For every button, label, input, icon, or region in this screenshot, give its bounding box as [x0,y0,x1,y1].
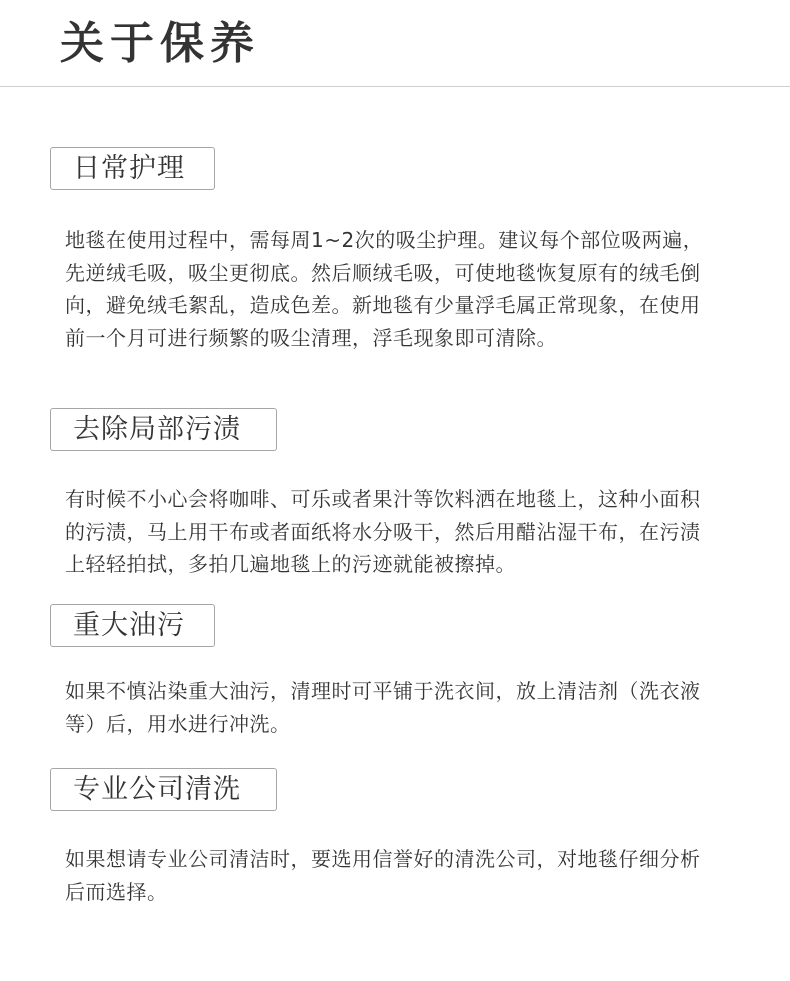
section-body-professional-cleaning: 如果想请专业公司清洁时，要选用信誉好的清洗公司，对地毯仔细分析后而选择。 [65,847,701,904]
section-heading-daily-care: 日常护理 [50,147,215,190]
section-heading-professional-cleaning: 专业公司清洗 [50,768,277,811]
section-heading-heavy-oil: 重大油污 [50,604,215,647]
section-body-stain-removal: 有时候不小心会将咖啡、可乐或者果汁等饮料洒在地毯上，这种小面积的污渍，马上用干布或者面纸将水分吸干，然后用醋沾湿干布，在污渍上轻轻拍拭，多拍几遍地毯上的污迹就能被擦掉。 [65,487,701,576]
section-body-heavy-oil: 如果不慎沾染重大油污，清理时可平铺于洗衣间，放上清洁剂（洗衣液等）后，用水进行冲洗。 [65,679,701,736]
section-heading-stain-removal: 去除局部污渍 [50,408,277,451]
title-divider [0,86,790,87]
page-title: 关于保养 [60,18,260,69]
section-body-daily-care: 地毯在使用过程中，需每周1~2次的吸尘护理。建议每个部位吸两遍，先逆绒毛吸，吸尘更彻底。然后顺绒毛吸，可使地毯恢复原有的绒毛倒向，避免绒毛絮乱，造成色差。新地毯有少量浮毛属正常现象，在使用前一个月可进行频繁的吸尘清理，浮毛现象即可清除。 [65,228,704,350]
